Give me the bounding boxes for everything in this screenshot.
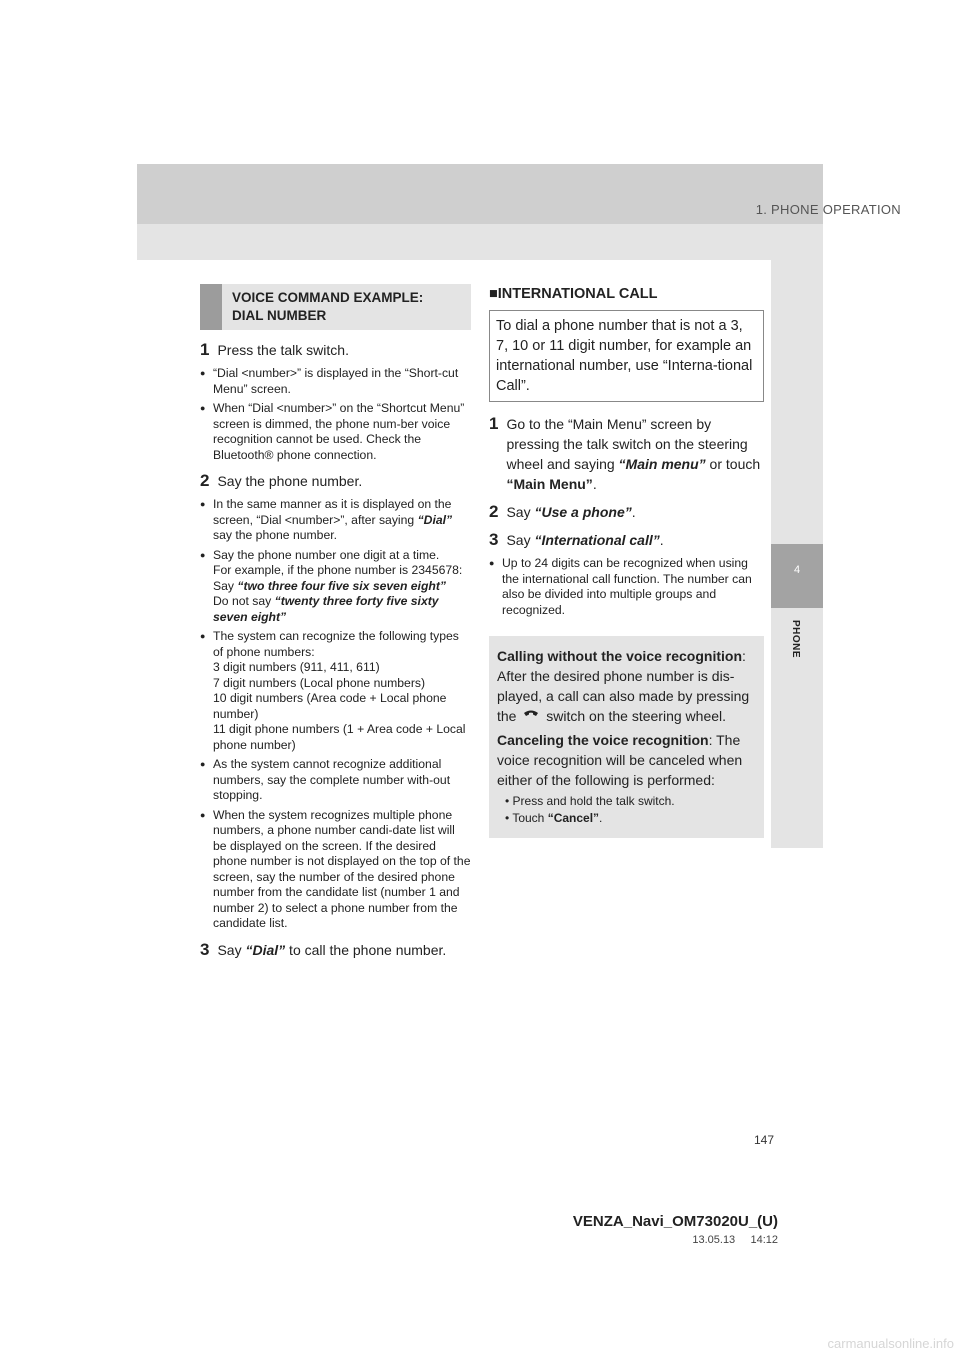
- step-text-end: .: [659, 532, 664, 548]
- step-1: [489, 414, 764, 494]
- side-tab-upper: [771, 260, 823, 544]
- voice-command: “Dial”: [245, 941, 286, 958]
- header-subband: [137, 224, 823, 260]
- note-heading: Canceling the voice recognition: [497, 732, 709, 748]
- step-text: [217, 940, 446, 960]
- bullet-item: ● The system can recognize the following types of phone numbers: 3 digit numbers (911, 411, 611) 7 digit numbers (Local phone numbers) 10 digit numbers (Area code + Local phone number) 11 digit phone numbers (1 + Area code + Local phone number): [200, 629, 471, 753]
- side-tab-label: PHONE: [790, 620, 801, 659]
- note-text: : The voice recognition will be canceled when either of the following is performed:: [497, 732, 743, 788]
- bullet-text: ● Say the phone number one digit at a time.: [213, 547, 440, 562]
- voice-command: “Use a phone”: [534, 504, 632, 520]
- section-bar: [200, 284, 222, 330]
- note-text: : After the desired phone number is dis-played, a call can also made by pressing the: [497, 648, 750, 724]
- bullet-item: [200, 548, 471, 626]
- bullet-item: ● Up to 24 digits can be recognized when using the international call function. The number can also be divided into multiple groups and recognized.: [489, 556, 764, 618]
- step-3: [489, 530, 764, 550]
- side-tab-number-text: 4: [793, 564, 801, 576]
- voice-command: “Dial”: [417, 512, 453, 527]
- step-text: [506, 502, 635, 522]
- bullet-item: ● When the system recognizes multiple phone numbers, a phone number candi-date list will be displayed on the screen. If the desired phone number is not displayed on the top of the screen, say the number of the desired phone number from the candidate list (number 1 and number 2) to select a phone number from the candidate list.: [200, 808, 471, 932]
- step-number: 1: [489, 414, 499, 433]
- note-heading: Calling without the voice recognition: [497, 648, 743, 664]
- screen-button-name: “Cancel”: [547, 811, 600, 825]
- step-text: Say the phone number.: [217, 473, 363, 489]
- section-title-line2: DIAL NUMBER: [232, 308, 327, 323]
- bullet-item: ● When “Dial <number>” on the “Shortcut Menu” screen is dimmed, the phone num-ber voice recognition cannot be used. Check the Bluetooth® phone connection.: [200, 401, 471, 463]
- voice-command: “Main menu”: [618, 456, 706, 472]
- intro-box: To dial a phone number that is not a 3, 7, 10 or 11 digit number, for example an international number, use “Interna-tional Call”.: [489, 310, 764, 402]
- voice-command: “twenty three forty five sixty seven eight”: [213, 594, 439, 624]
- chapter-title: 1. PHONE OPERATION: [755, 202, 901, 217]
- step-text: Press the talk switch.: [217, 342, 349, 358]
- step-number: 2: [200, 471, 210, 490]
- voice-command: “two three four five six seven eight”: [237, 578, 446, 593]
- step-text-mid: or touch: [705, 456, 761, 472]
- section-title: [222, 284, 433, 330]
- step-number: 1: [200, 340, 210, 359]
- bullet-item: ● “Dial <number>” is displayed in the “Short-cut Menu” screen.: [200, 366, 471, 397]
- say-label: Say: [217, 941, 246, 958]
- document-code: VENZA_Navi_OM73020U_(U): [572, 1213, 778, 1230]
- step-2: [200, 471, 471, 491]
- say-label: Say: [506, 504, 535, 520]
- step-text-end: to call the phone number.: [285, 941, 447, 958]
- subsection-title: ■INTERNATIONAL CALL: [489, 286, 658, 302]
- page-number: 147: [754, 1133, 775, 1147]
- note-subitem: • Press and hold the talk switch.: [505, 794, 675, 808]
- say-label: Say: [213, 578, 238, 593]
- voice-command: “International call”: [534, 532, 660, 548]
- say-label: Say: [506, 532, 535, 548]
- header-band: [137, 164, 823, 224]
- step-2: [489, 502, 764, 522]
- step-text: [506, 530, 663, 550]
- step-number: 3: [200, 939, 210, 959]
- note-text: .: [599, 811, 603, 825]
- note-paragraph: [497, 730, 756, 790]
- bullet-text: [213, 594, 471, 625]
- right-column: [489, 284, 764, 838]
- note-paragraph: [497, 646, 756, 726]
- bullet-text: For example, if the phone number is 2345678:: [213, 563, 463, 577]
- step-text: [506, 414, 764, 494]
- dont-say-label: Do not say: [213, 594, 275, 608]
- watermark: carmanualsonline.info: [827, 1336, 954, 1351]
- step-number: 3: [489, 530, 499, 549]
- phone-icon: [520, 706, 542, 726]
- bullet-text: [213, 579, 471, 595]
- bullet-item: ● As the system cannot recognize additional numbers, say the complete number with-out stopping.: [200, 757, 471, 804]
- section-header: [200, 284, 471, 330]
- step-number: 2: [489, 502, 499, 521]
- screen-button-name: “Main Menu”: [506, 476, 593, 492]
- note-subitem: [505, 811, 756, 826]
- bullet-text: In the same manner as it is displayed on the screen, “Dial <number>”, after saying: [213, 497, 452, 527]
- step-3: [200, 940, 471, 960]
- step-text-start: Go to the “Main Menu” screen by pressing the talk switch on the steering wheel and saying: [506, 416, 748, 472]
- note-text: switch on the steering wheel.: [542, 708, 727, 724]
- document-timestamp: 13.05.13 14:12: [692, 1234, 778, 1246]
- step-1: [200, 340, 471, 360]
- bullet-text: say the phone number.: [213, 528, 337, 542]
- side-tab-number: [771, 544, 823, 608]
- left-column: [200, 284, 471, 966]
- note-text: • Touch: [505, 811, 548, 825]
- section-title-line1: VOICE COMMAND EXAMPLE:: [232, 290, 424, 305]
- step-text-end: .: [592, 476, 597, 492]
- bullet-item: [200, 497, 471, 544]
- step-text-end: .: [631, 504, 636, 520]
- note-box: [489, 636, 764, 838]
